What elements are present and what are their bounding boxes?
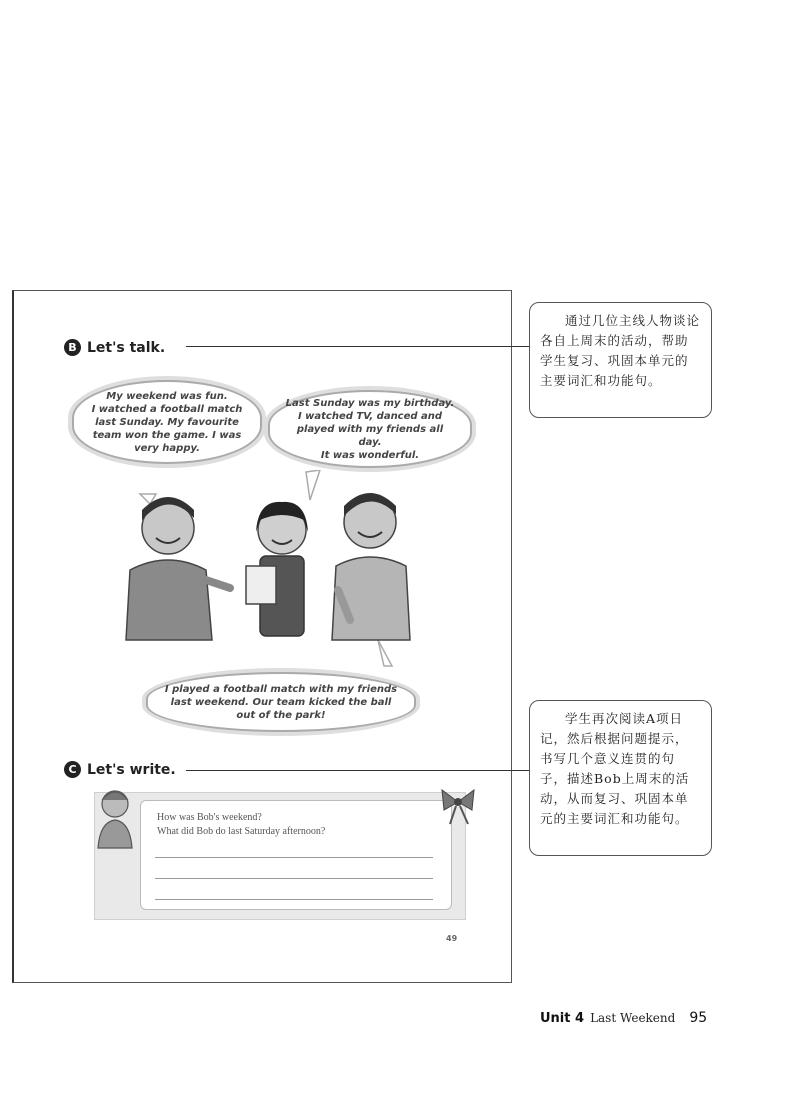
question-2: What did Bob do last Saturday afternoon?: [157, 826, 326, 837]
speech-bubble-bottom: I played a football match with my friends last weekend. Our team kicked the ball out of the park!: [146, 672, 416, 732]
section-b-badge: B: [64, 339, 81, 356]
writing-line-2: [155, 878, 433, 879]
lets-write-heading: [64, 761, 176, 778]
talk-leader-line: [186, 346, 529, 347]
bob-portrait-icon: [92, 782, 138, 852]
footer-title: Last Weekend: [590, 1011, 676, 1025]
lets-talk-title: Let's talk.: [87, 339, 166, 356]
write-teacher-note: 学生再次阅读A项日记，然后根据问题提示，书写几个意义连贯的句子，描述Bob上周末的活动，从而复习、巩固本单元的主要词汇和功能句。: [529, 700, 712, 856]
lets-write-title: Let's write.: [87, 761, 176, 778]
inner-page-number: 49: [446, 934, 458, 943]
footer-page-number: 95: [689, 1010, 708, 1026]
page-footer: [540, 1010, 707, 1026]
footer-unit: Unit 4: [540, 1011, 585, 1026]
question-1: How was Bob's weekend?: [157, 812, 262, 823]
boy-left-figure: [126, 497, 230, 640]
speech-bubble-left: My weekend was fun. I watched a football match last Sunday. My favourite team won the game. I was very happy.: [72, 380, 262, 464]
talk-teacher-note: 通过几位主线人物谈论各自上周末的活动，帮助学生复习、巩固本单元的主要词汇和功能句。: [529, 302, 712, 418]
writing-line-1: [155, 857, 433, 858]
children-illustration: [100, 470, 430, 670]
boy-right-figure: [332, 493, 410, 640]
section-c-badge: C: [64, 761, 81, 778]
girl-middle-figure: [246, 502, 308, 636]
speech-bubble-right: Last Sunday was my birthday. I watched TV, danced and played with my friends all day. It was wonderful.: [268, 390, 472, 468]
lets-talk-heading: [64, 339, 165, 356]
ribbon-bow-icon: [438, 782, 478, 826]
write-leader-line: [186, 770, 529, 771]
writing-line-3: [155, 899, 433, 900]
